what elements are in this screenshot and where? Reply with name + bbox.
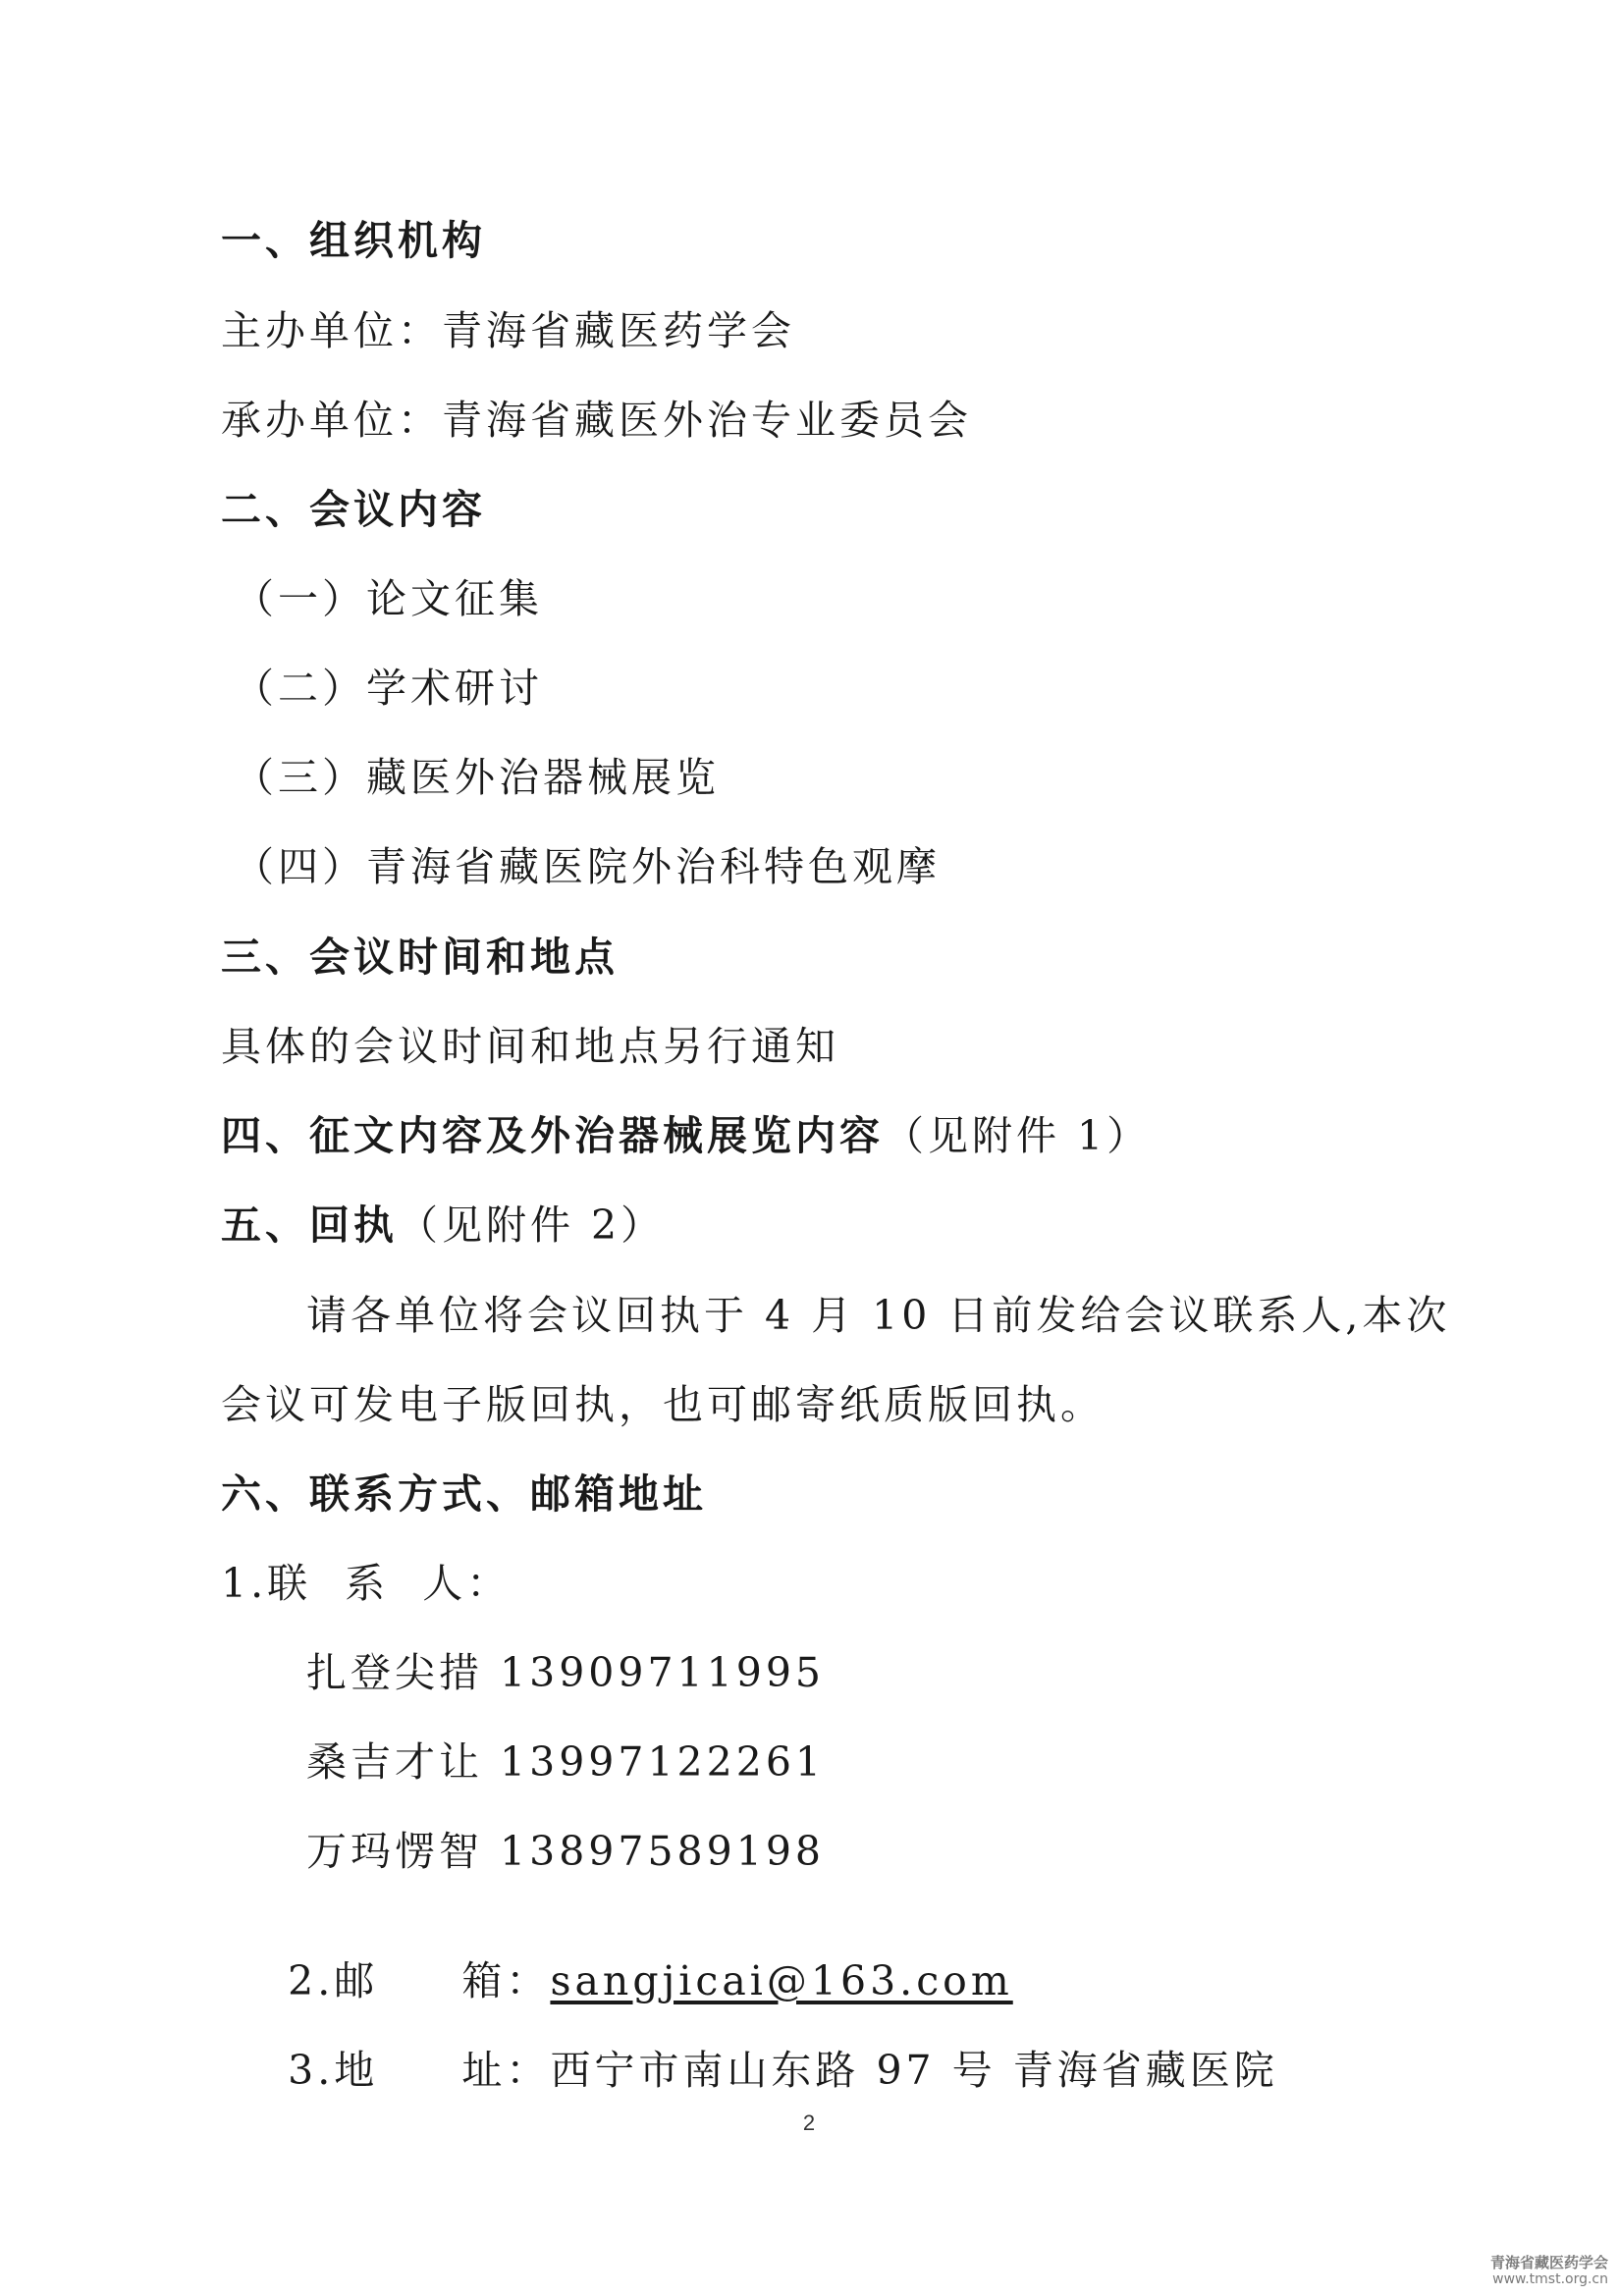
section-6-heading: 六、联系方式、邮箱地址 bbox=[221, 1470, 707, 1518]
content-item-4: （四）青海省藏医院外治科特色观摩 bbox=[234, 843, 941, 890]
watermark-name: 青海省藏医药学会 bbox=[1489, 2254, 1608, 2272]
email-label: 2.邮 箱： bbox=[288, 1957, 551, 2004]
receipt-paragraph-line-1: 请各单位将会议回执于 4 月 10 日前发给会议联系人,本次 bbox=[306, 1292, 1451, 1339]
section-2-heading: 二、会议内容 bbox=[221, 486, 486, 533]
contact-row bbox=[306, 1738, 825, 1786]
email-link[interactable]: sangjicai@163.com bbox=[550, 1957, 1013, 2004]
contact-phone: 13897589198 bbox=[500, 1828, 825, 1875]
contact-phone: 13997122261 bbox=[500, 1738, 825, 1786]
contact-name: 扎登尖措 bbox=[306, 1649, 483, 1696]
section-4-attachment-note: （见附件 1） bbox=[884, 1112, 1152, 1159]
content-item-1: （一）论文征集 bbox=[234, 575, 543, 622]
site-watermark bbox=[1490, 2254, 1608, 2288]
section-1-heading: 一、组织机构 bbox=[221, 217, 486, 264]
time-place-note: 具体的会议时间和地点另行通知 bbox=[221, 1023, 839, 1070]
watermark-url: www.tmst.org.cn bbox=[1492, 2271, 1608, 2288]
address-label: 3.地 址： bbox=[288, 2047, 551, 2094]
section-3-heading: 三、会议时间和地点 bbox=[221, 934, 619, 981]
contact-row bbox=[306, 1649, 825, 1696]
contact-name: 万玛愣智 bbox=[306, 1828, 483, 1875]
section-4-heading-line bbox=[221, 1112, 1152, 1159]
receipt-paragraph-line-2: 会议可发电子版回执，也可邮寄纸质版回执。 bbox=[221, 1381, 1105, 1428]
section-5-attachment-note: （见附件 2） bbox=[398, 1201, 666, 1249]
organizer-unit: 承办单位：青海省藏医外治专业委员会 bbox=[221, 397, 972, 444]
contact-row bbox=[306, 1828, 825, 1875]
contact-name: 桑吉才让 bbox=[306, 1738, 483, 1786]
address-value: 西宁市南山东路 97 号 青海省藏医院 bbox=[550, 2047, 1278, 2094]
host-unit: 主办单位：青海省藏医药学会 bbox=[221, 307, 795, 354]
section-5-heading: 五、回执 bbox=[221, 1201, 398, 1249]
content-item-3: （三）藏医外治器械展览 bbox=[234, 754, 720, 801]
page-number: 2 bbox=[802, 2110, 816, 2135]
section-5-heading-line bbox=[221, 1201, 666, 1249]
contacts-label: 1.联 系 人： bbox=[221, 1560, 512, 1607]
section-4-heading: 四、征文内容及外治器械展览内容 bbox=[221, 1112, 884, 1159]
contact-phone: 13909711995 bbox=[500, 1649, 825, 1696]
content-item-2: （二）学术研讨 bbox=[234, 665, 543, 712]
